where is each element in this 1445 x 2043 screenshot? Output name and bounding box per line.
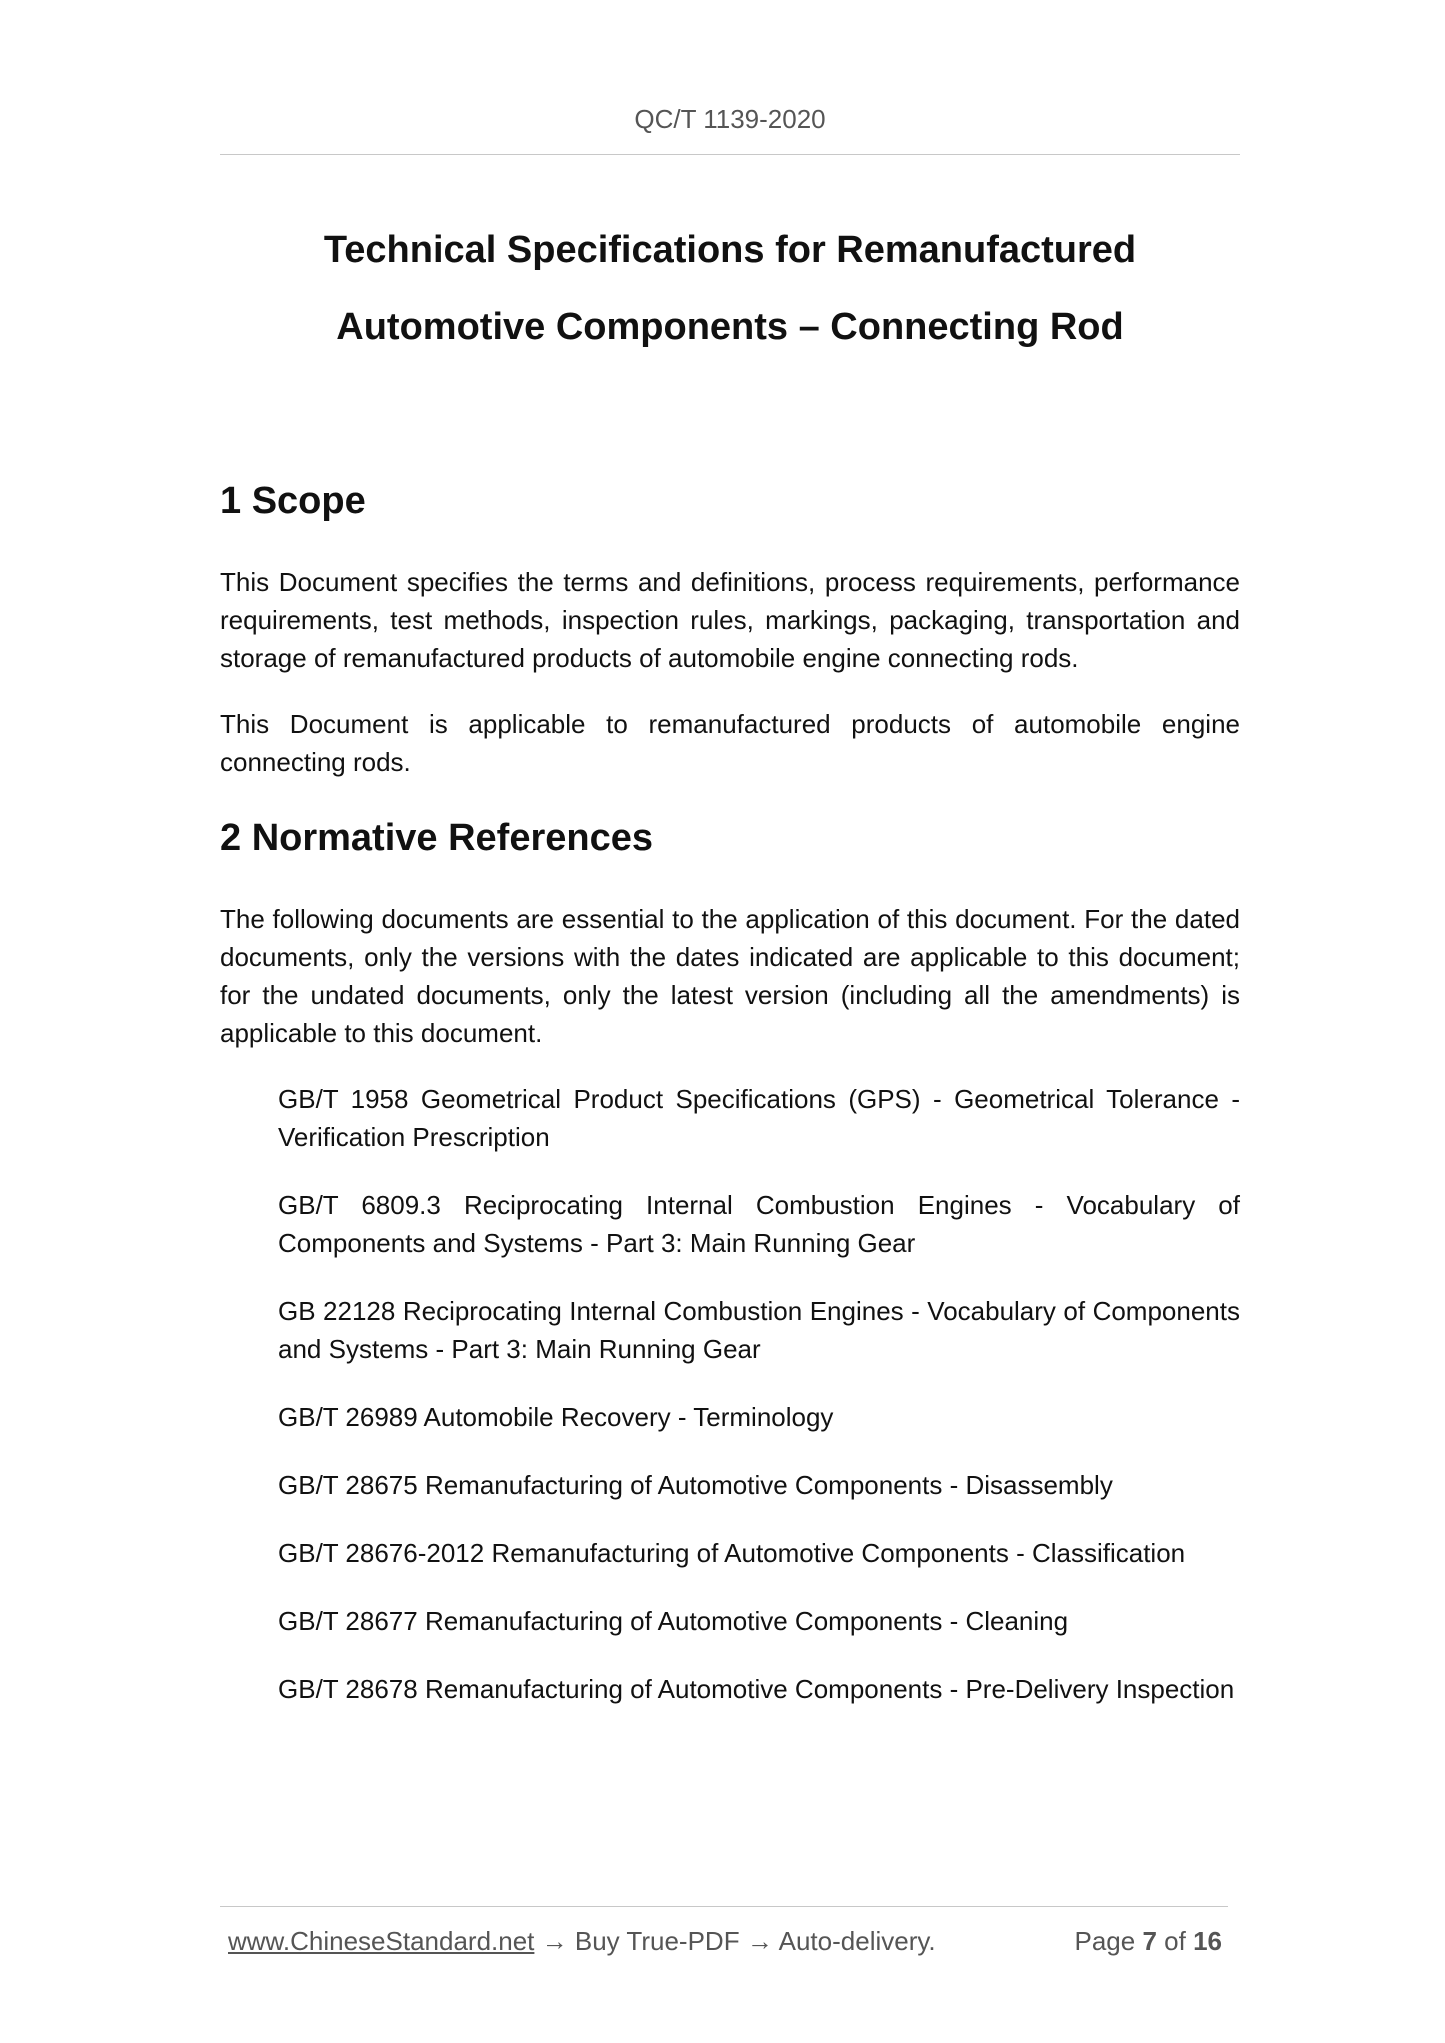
auto-delivery-text: Auto-delivery.	[778, 1926, 936, 1956]
footer-promo	[228, 1926, 936, 1957]
document-title	[220, 212, 1240, 366]
document-body	[220, 480, 1240, 1738]
website-link[interactable]: www.ChineseStandard.net	[228, 1926, 535, 1956]
document-title-line-2: Automotive Components – Connecting Rod	[336, 306, 1124, 348]
reference-list	[278, 1080, 1240, 1708]
arrow-right-icon: →	[541, 1926, 568, 1956]
header-divider	[220, 154, 1240, 155]
scope-paragraph: This Document specifies the terms and definitions, process requirements, performance requirements, test methods, inspection rules, markings, packaging, transportation and storage of remanufactured products of automobile engine connecting rods.	[220, 567, 1240, 673]
reference-item: GB/T 26989 Automobile Recovery - Terminology	[278, 1402, 834, 1432]
reference-item: GB/T 28677 Remanufacturing of Automotive Components - Cleaning	[278, 1606, 1069, 1636]
reference-item: GB 22128 Reciprocating Internal Combustion Engines - Vocabulary of Components and Systems - Part 3: Main Running Gear	[278, 1296, 1240, 1364]
running-header: QC/T 1139-2020	[634, 104, 826, 134]
total-page-count: 16	[1193, 1926, 1222, 1956]
normative-intro-paragraph: The following documents are essential to the application of this document. For the dated documents, only the versions with the dates indicated are applicable to this document; for the undated documents, only the latest version (including all the amendments) is applicable to this document.	[220, 904, 1240, 1048]
current-page-number: 7	[1142, 1926, 1157, 1956]
scope-paragraph: This Document is applicable to remanufactured products of automobile engine connecting rods.	[220, 709, 1240, 777]
reference-item: GB/T 28676-2012 Remanufacturing of Automotive Components - Classification	[278, 1538, 1186, 1568]
reference-item: GB/T 6809.3 Reciprocating Internal Combustion Engines - Vocabulary of Components and Systems - Part 3: Main Running Gear	[278, 1190, 1240, 1258]
reference-item: GB/T 1958 Geometrical Product Specifications (GPS) - Geometrical Tolerance - Verification Prescription	[278, 1084, 1240, 1152]
section-heading-normative-references: 2 Normative References	[220, 817, 653, 859]
page-label: Page	[1074, 1926, 1136, 1956]
section-heading-scope: 1 Scope	[220, 480, 366, 522]
page-number	[1074, 1926, 1222, 1957]
footer-divider	[220, 1906, 1228, 1907]
buy-true-pdf-text: Buy True-PDF	[574, 1926, 740, 1956]
document-title-line-1: Technical Specifications for Remanufactured	[323, 229, 1137, 271]
of-label: of	[1164, 1926, 1186, 1956]
reference-item: GB/T 28675 Remanufacturing of Automotive Components - Disassembly	[278, 1470, 1113, 1500]
reference-item: GB/T 28678 Remanufacturing of Automotive Components - Pre-Delivery Inspection	[278, 1674, 1235, 1704]
arrow-right-icon: →	[746, 1926, 773, 1956]
